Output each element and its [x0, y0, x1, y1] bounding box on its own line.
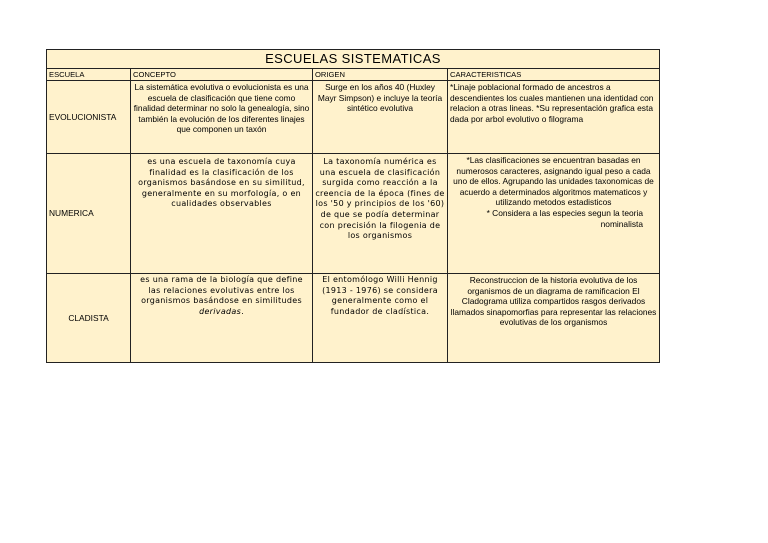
row-evolucionista-caracteristicas: *Linaje poblacional formado de ancestros a descendientes los cuales mantienen una identidad con relacion a otras lineas. *Su representación grafica esta dada por arbol evolutivo o filograma: [448, 81, 660, 154]
table-title: ESCUELAS SISTEMATICAS: [47, 50, 660, 69]
row-numerica-concepto: es una escuela de taxonomía cuya finalidad es la clasificación de los organismos basándose en su similitud, generalmente en su morfología, o en cualidades observables: [131, 154, 313, 274]
header-row: [47, 69, 660, 81]
header-caracteristicas: CARACTERISTICAS: [448, 69, 660, 81]
table-row: [47, 274, 660, 363]
caracteristicas-text-b: * Considera a las especies segun la teoria nominalista: [486, 207, 643, 229]
caracteristicas-text-a: *Las clasificaciones se encuentran basadas en numerosos caracteres, asignando igual peso a cada uno de ellos. Agrupando las unidades taxonomicas de acuerdo a determinados algoritmos matematicos y utilizando metodos estadisticos: [453, 155, 654, 208]
concepto-text-italic: derivadas: [199, 306, 242, 316]
header-escuela: ESCUELA: [47, 69, 131, 81]
row-evolucionista-concepto: La sistemática evolutiva o evolucionista es una escuela de clasificación que tiene como finalidad determinar no solo la genealogía, sino también la evolución de los diferentes linajes que componen un taxón: [131, 81, 313, 154]
row-evolucionista-escuela: EVOLUCIONISTA: [47, 81, 131, 154]
concepto-text-c: .: [241, 306, 244, 316]
row-cladista-concepto: [131, 274, 313, 363]
row-cladista-escuela: CLADISTA: [47, 274, 131, 363]
concepto-text-a: es una rama de la biología que define las relaciones evolutivas entre los organismos basándose en similitudes: [140, 275, 303, 306]
row-numerica-caracteristicas: [448, 154, 660, 274]
row-numerica-origen: La taxonomía numérica es una escuela de clasificación surgida como reacción a la creencia de la época (fines de los '50 y principios de los '60) de que se podía determinar con precisión la filogenia de los organismos: [313, 154, 448, 274]
caracteristicas-text-b-line: [450, 208, 657, 229]
header-origen: ORIGEN: [313, 69, 448, 81]
table-row: [47, 154, 660, 274]
row-evolucionista-origen: Surge en los años 40 (Huxley Mayr Simpson) e incluye la teoría sintético evolutiva: [313, 81, 448, 154]
row-numerica-escuela: NUMERICA: [47, 154, 131, 274]
row-cladista-caracteristicas: Reconstruccion de la historia evolutiva de los organismos de un diagrama de ramificacion El Cladograma utiliza compartidos rasgos derivados llamados sinapomorfias para representar las relaciones evolutivas de los organismos: [448, 274, 660, 363]
table-row: [47, 81, 660, 154]
header-concepto: CONCEPTO: [131, 69, 313, 81]
row-cladista-origen: El entomólogo Willi Hennig (1913 - 1976) se considera generalmente como el fundador de cladística.: [313, 274, 448, 363]
escuelas-table: [46, 49, 660, 363]
